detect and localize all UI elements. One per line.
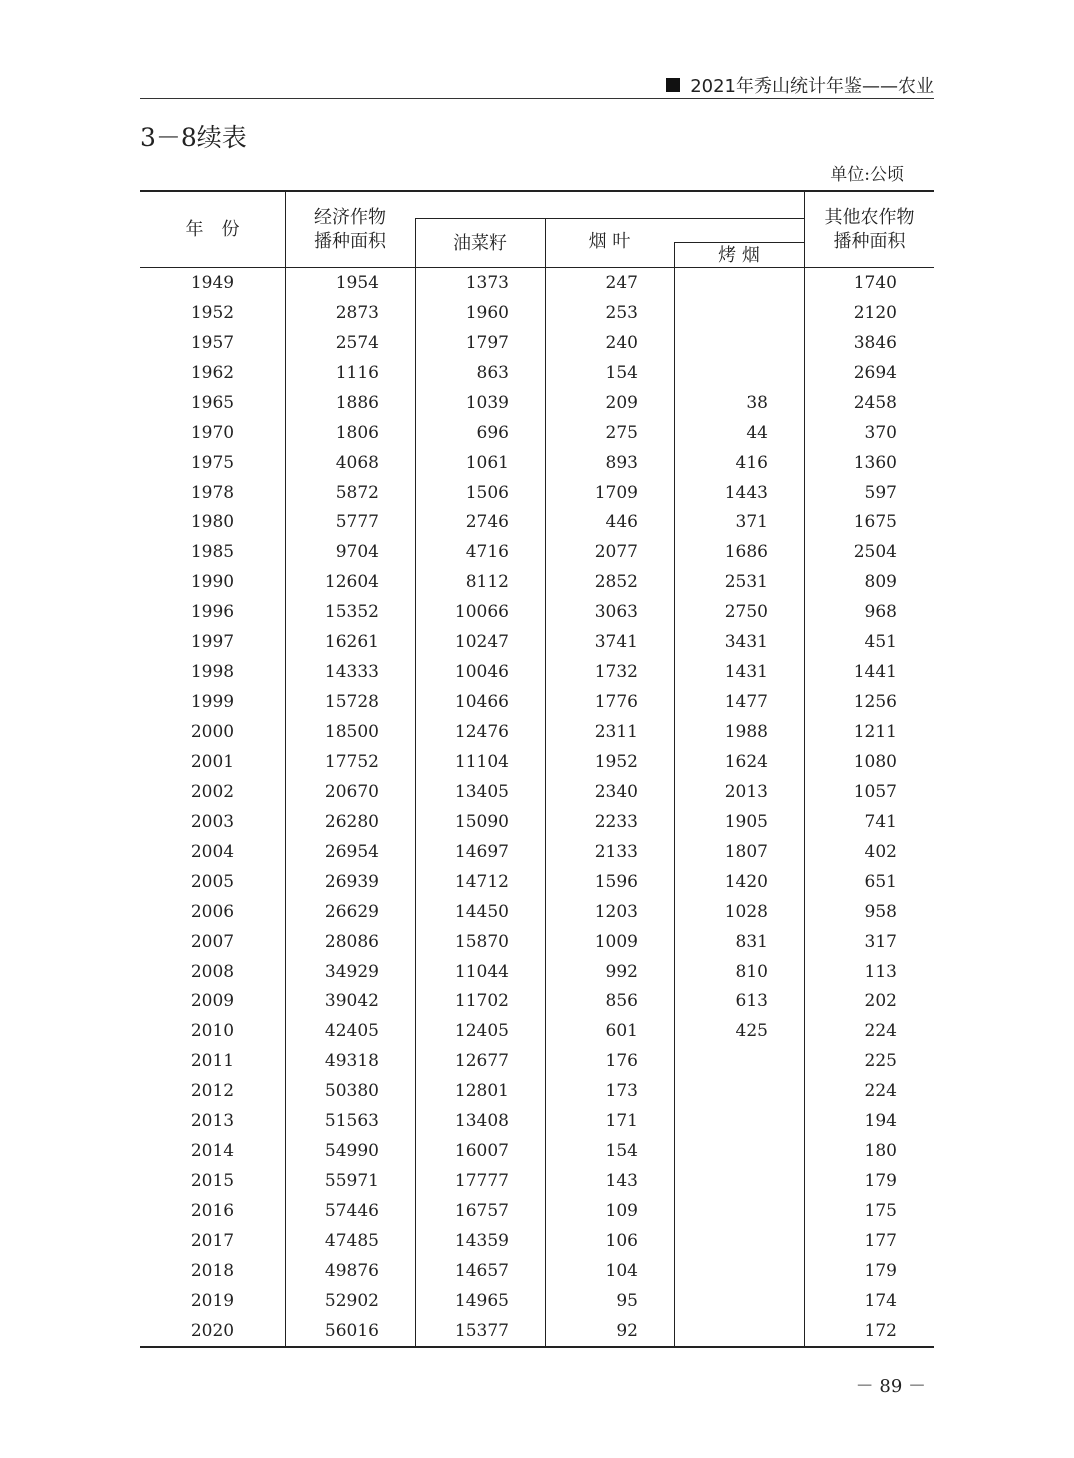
table-row <box>140 1016 934 1046</box>
table-row <box>140 1256 934 1286</box>
col-header-economic-line1: 经济作物 <box>314 207 386 228</box>
cell-economic: 18500 <box>324 722 379 743</box>
cell-economic: 16261 <box>324 632 379 653</box>
cell-year: 2016 <box>190 1201 235 1222</box>
cell-other: 317 <box>864 931 897 952</box>
col-header-other <box>805 206 934 254</box>
cell-flue: 831 <box>735 931 768 952</box>
cell-flue: 1443 <box>724 482 768 503</box>
cell-other: 1057 <box>853 781 897 802</box>
cell-year: 2010 <box>190 1021 235 1042</box>
cell-tobacco: 2133 <box>594 841 638 862</box>
cell-other: 224 <box>864 1021 897 1042</box>
cell-economic: 12604 <box>324 572 379 593</box>
table-row <box>140 358 934 388</box>
cell-flue: 371 <box>735 512 768 533</box>
cell-tobacco: 1952 <box>594 751 638 772</box>
table-row <box>140 567 934 597</box>
cell-rapeseed: 12801 <box>454 1081 509 1102</box>
table-row <box>140 1076 934 1106</box>
cell-rapeseed: 15870 <box>454 931 509 952</box>
cell-economic: 39042 <box>324 991 379 1012</box>
cell-other: 1675 <box>853 512 897 533</box>
cell-tobacco: 2852 <box>594 572 638 593</box>
table-row <box>140 657 934 687</box>
cell-year: 1962 <box>190 362 235 383</box>
cell-year: 2007 <box>190 931 235 952</box>
header-title: 2021年秀山统计年鉴——农业 <box>690 76 934 97</box>
table-row <box>140 1046 934 1076</box>
cell-rapeseed: 696 <box>476 422 509 443</box>
cell-economic: 50380 <box>324 1081 379 1102</box>
cell-flue: 38 <box>746 392 768 413</box>
cell-tobacco: 1203 <box>594 901 638 922</box>
cell-rapeseed: 15377 <box>454 1320 509 1341</box>
cell-economic: 9704 <box>335 542 379 563</box>
cell-year: 2004 <box>190 841 235 862</box>
cell-rapeseed: 14657 <box>454 1260 509 1281</box>
cell-rapeseed: 10247 <box>454 632 509 653</box>
cell-year: 2011 <box>190 1051 235 1072</box>
cell-other: 370 <box>864 422 897 443</box>
cell-rapeseed: 14359 <box>454 1230 509 1251</box>
table-row <box>140 418 934 448</box>
cell-economic: 14333 <box>324 662 379 683</box>
cell-other: 177 <box>864 1230 897 1251</box>
cell-economic: 52902 <box>324 1290 379 1311</box>
cell-other: 172 <box>864 1320 897 1341</box>
cell-rapeseed: 1373 <box>465 272 509 293</box>
cell-other: 175 <box>864 1201 897 1222</box>
table-row <box>140 537 934 567</box>
cell-year: 2020 <box>190 1320 235 1341</box>
table-row <box>140 957 934 987</box>
cell-other: 741 <box>864 811 897 832</box>
table-row <box>140 1316 934 1346</box>
cell-economic: 2574 <box>335 332 379 353</box>
col-header-year: 年 份 <box>185 219 240 240</box>
cell-rapeseed: 10066 <box>454 602 509 623</box>
table-row <box>140 597 934 627</box>
table-row <box>140 867 934 897</box>
cell-other: 113 <box>864 961 897 982</box>
table-row <box>140 717 934 747</box>
cell-rapeseed: 11104 <box>454 751 509 772</box>
cell-year: 1957 <box>190 332 235 353</box>
col-header-flue-cured: 烤 烟 <box>718 245 760 266</box>
cell-other: 2504 <box>853 542 897 563</box>
table-body <box>140 268 934 1348</box>
cell-year: 2018 <box>190 1260 235 1281</box>
table-row <box>140 1226 934 1256</box>
cell-rapeseed: 14965 <box>454 1290 509 1311</box>
cell-tobacco: 247 <box>605 272 638 293</box>
cell-rapeseed: 10046 <box>454 662 509 683</box>
cell-tobacco: 95 <box>616 1290 638 1311</box>
cell-economic: 47485 <box>324 1230 379 1251</box>
cell-year: 1998 <box>190 662 235 683</box>
table-row <box>140 268 934 298</box>
col-header-economic-line2: 播种面积 <box>314 231 386 252</box>
data-table <box>140 190 934 1348</box>
table-row <box>140 328 934 358</box>
cell-tobacco: 1596 <box>594 871 638 892</box>
cell-other: 174 <box>864 1290 897 1311</box>
table-row <box>140 987 934 1017</box>
cell-rapeseed: 1960 <box>465 302 509 323</box>
cell-economic: 26939 <box>324 871 379 892</box>
table-row <box>140 1166 934 1196</box>
cell-flue: 613 <box>735 991 768 1012</box>
cell-economic: 51563 <box>324 1111 379 1132</box>
cell-year: 2008 <box>190 961 235 982</box>
cell-tobacco: 104 <box>605 1260 638 1281</box>
cell-flue: 2750 <box>724 602 768 623</box>
cell-tobacco: 171 <box>605 1111 638 1132</box>
cell-flue: 1624 <box>724 751 768 772</box>
cell-economic: 1116 <box>335 362 379 383</box>
cell-year: 1980 <box>190 512 235 533</box>
cell-tobacco: 601 <box>605 1021 638 1042</box>
cell-year: 1999 <box>190 692 235 713</box>
cell-rapeseed: 12476 <box>454 722 509 743</box>
cell-rapeseed: 12405 <box>454 1021 509 1042</box>
cell-economic: 1954 <box>335 272 379 293</box>
cell-rapeseed: 13408 <box>454 1111 509 1132</box>
cell-year: 2015 <box>190 1171 235 1192</box>
cell-economic: 20670 <box>324 781 379 802</box>
cell-rapeseed: 1039 <box>465 392 509 413</box>
cell-flue: 1807 <box>724 841 768 862</box>
cell-rapeseed: 15090 <box>454 811 509 832</box>
cell-year: 2001 <box>190 751 235 772</box>
cell-tobacco: 3741 <box>594 632 638 653</box>
cell-year: 2014 <box>190 1141 235 1162</box>
cell-rapeseed: 2746 <box>465 512 509 533</box>
cell-rapeseed: 12677 <box>454 1051 509 1072</box>
cell-year: 2019 <box>190 1290 235 1311</box>
table-row <box>140 298 934 328</box>
cell-other: 1740 <box>853 272 897 293</box>
cell-other: 2458 <box>853 392 897 413</box>
cell-other: 202 <box>864 991 897 1012</box>
cell-other: 2694 <box>853 362 897 383</box>
cell-year: 2000 <box>190 722 235 743</box>
col-header-economic <box>285 206 415 254</box>
cell-economic: 26280 <box>324 811 379 832</box>
cell-tobacco: 2233 <box>594 811 638 832</box>
cell-flue: 2013 <box>724 781 768 802</box>
cell-rapeseed: 11702 <box>454 991 509 1012</box>
cell-year: 1996 <box>190 602 235 623</box>
cell-other: 3846 <box>853 332 897 353</box>
table-row <box>140 627 934 657</box>
cell-tobacco: 856 <box>605 991 638 1012</box>
cell-year: 1970 <box>190 422 235 443</box>
cell-economic: 15728 <box>324 692 379 713</box>
table-row <box>140 1136 934 1166</box>
cell-year: 2003 <box>190 811 235 832</box>
cell-economic: 26629 <box>324 901 379 922</box>
cell-economic: 49318 <box>324 1051 379 1072</box>
cell-rapeseed: 14450 <box>454 901 509 922</box>
cell-tobacco: 2311 <box>594 722 638 743</box>
cell-year: 2013 <box>190 1111 235 1132</box>
cell-tobacco: 992 <box>605 961 638 982</box>
cell-other: 651 <box>864 871 897 892</box>
cell-rapeseed: 17777 <box>454 1171 509 1192</box>
table-row <box>140 837 934 867</box>
cell-flue: 1686 <box>724 542 768 563</box>
cell-economic: 1886 <box>335 392 379 413</box>
table-title: 3－8续表 <box>140 123 247 152</box>
running-header <box>140 70 934 99</box>
cell-other: 958 <box>864 901 897 922</box>
cell-flue: 44 <box>746 422 768 443</box>
cell-rapeseed: 863 <box>476 362 509 383</box>
table-row <box>140 747 934 777</box>
cell-economic: 1806 <box>335 422 379 443</box>
cell-economic: 26954 <box>324 841 379 862</box>
cell-rapeseed: 1506 <box>465 482 509 503</box>
col-header-rapeseed: 油菜籽 <box>453 233 507 254</box>
cell-rapeseed: 4716 <box>465 542 509 563</box>
cell-flue: 810 <box>735 961 768 982</box>
table-row <box>140 478 934 508</box>
cell-tobacco: 92 <box>616 1320 638 1341</box>
table-row <box>140 927 934 957</box>
cell-year: 1952 <box>190 302 235 323</box>
table-row <box>140 1196 934 1226</box>
cell-rapeseed: 16007 <box>454 1141 509 1162</box>
cell-other: 224 <box>864 1081 897 1102</box>
cell-economic: 15352 <box>324 602 379 623</box>
cell-tobacco: 154 <box>605 362 638 383</box>
cell-other: 597 <box>864 482 897 503</box>
cell-tobacco: 106 <box>605 1230 638 1251</box>
cell-tobacco: 2340 <box>594 781 638 802</box>
cell-economic: 5872 <box>335 482 379 503</box>
cell-tobacco: 253 <box>605 302 638 323</box>
cell-economic: 57446 <box>324 1201 379 1222</box>
cell-tobacco: 3063 <box>594 602 638 623</box>
cell-economic: 17752 <box>324 751 379 772</box>
unit-label: 单位:公顷 <box>830 165 904 185</box>
cell-economic: 34929 <box>324 961 379 982</box>
cell-economic: 28086 <box>324 931 379 952</box>
cell-year: 2009 <box>190 991 235 1012</box>
cell-tobacco: 1776 <box>594 692 638 713</box>
cell-tobacco: 2077 <box>594 542 638 563</box>
cell-tobacco: 173 <box>605 1081 638 1102</box>
cell-other: 194 <box>864 1111 897 1132</box>
cell-rapeseed: 14712 <box>454 871 509 892</box>
table-row <box>140 448 934 478</box>
cell-economic: 54990 <box>324 1141 379 1162</box>
cell-tobacco: 154 <box>605 1141 638 1162</box>
cell-rapeseed: 1797 <box>465 332 509 353</box>
cell-flue: 1477 <box>724 692 768 713</box>
cell-economic: 49876 <box>324 1260 379 1281</box>
cell-tobacco: 1009 <box>594 931 638 952</box>
cell-year: 1949 <box>190 272 235 293</box>
table-row <box>140 508 934 538</box>
cell-other: 809 <box>864 572 897 593</box>
table-rows <box>140 268 934 1346</box>
cell-other: 968 <box>864 602 897 623</box>
cell-rapeseed: 14697 <box>454 841 509 862</box>
table-header <box>140 190 934 268</box>
cell-other: 225 <box>864 1051 897 1072</box>
cell-rapeseed: 10466 <box>454 692 509 713</box>
cell-economic: 56016 <box>324 1320 379 1341</box>
cell-other: 1256 <box>853 692 897 713</box>
cell-other: 180 <box>864 1141 897 1162</box>
cell-other: 1211 <box>853 722 897 743</box>
cell-other: 1080 <box>853 751 897 772</box>
cell-year: 1990 <box>190 572 235 593</box>
cell-other: 1360 <box>853 452 897 473</box>
cell-other: 179 <box>864 1171 897 1192</box>
cell-economic: 42405 <box>324 1021 379 1042</box>
cell-year: 2006 <box>190 901 235 922</box>
cell-other: 1441 <box>853 662 897 683</box>
black-square-icon <box>666 78 680 92</box>
cell-other: 179 <box>864 1260 897 1281</box>
cell-economic: 4068 <box>335 452 379 473</box>
cell-tobacco: 1732 <box>594 662 638 683</box>
cell-year: 1975 <box>190 452 235 473</box>
cell-rapeseed: 13405 <box>454 781 509 802</box>
cell-tobacco: 176 <box>605 1051 638 1072</box>
cell-tobacco: 446 <box>605 512 638 533</box>
page-number: － 89 － <box>855 1376 926 1397</box>
cell-flue: 1431 <box>724 662 768 683</box>
cell-tobacco: 893 <box>605 452 638 473</box>
cell-flue: 1905 <box>724 811 768 832</box>
col-header-tobacco: 烟 叶 <box>588 231 631 252</box>
cell-flue: 425 <box>735 1021 768 1042</box>
cell-tobacco: 240 <box>605 332 638 353</box>
col-header-other-line1: 其他农作物 <box>824 207 915 228</box>
cell-economic: 55971 <box>324 1171 379 1192</box>
table-row <box>140 777 934 807</box>
cell-flue: 2531 <box>724 572 768 593</box>
table-row <box>140 687 934 717</box>
table-row <box>140 388 934 418</box>
cell-year: 2002 <box>190 781 235 802</box>
cell-rapeseed: 1061 <box>465 452 509 473</box>
cell-flue: 1028 <box>724 901 768 922</box>
cell-tobacco: 143 <box>605 1171 638 1192</box>
cell-other: 2120 <box>853 302 897 323</box>
table-row <box>140 1286 934 1316</box>
col-header-other-line2: 播种面积 <box>833 231 906 252</box>
cell-year: 2005 <box>190 871 235 892</box>
cell-year: 2012 <box>190 1081 235 1102</box>
cell-flue: 1420 <box>724 871 768 892</box>
cell-year: 1985 <box>190 542 235 563</box>
table-row <box>140 897 934 927</box>
cell-year: 1965 <box>190 392 235 413</box>
cell-tobacco: 275 <box>605 422 638 443</box>
cell-other: 451 <box>864 632 897 653</box>
table-row <box>140 807 934 837</box>
table-row <box>140 1106 934 1136</box>
cell-other: 402 <box>864 841 897 862</box>
cell-economic: 5777 <box>335 512 379 533</box>
cell-flue: 416 <box>735 452 768 473</box>
cell-year: 1978 <box>190 482 235 503</box>
cell-rapeseed: 16757 <box>454 1201 509 1222</box>
cell-tobacco: 109 <box>605 1201 638 1222</box>
cell-rapeseed: 8112 <box>465 572 509 593</box>
cell-economic: 2873 <box>335 302 379 323</box>
cell-flue: 1988 <box>724 722 768 743</box>
header-title-wrap <box>666 72 934 98</box>
cell-tobacco: 209 <box>605 392 638 413</box>
cell-tobacco: 1709 <box>594 482 638 503</box>
cell-rapeseed: 11044 <box>454 961 509 982</box>
cell-year: 2017 <box>190 1230 235 1251</box>
cell-year: 1997 <box>190 632 235 653</box>
cell-flue: 3431 <box>724 632 768 653</box>
